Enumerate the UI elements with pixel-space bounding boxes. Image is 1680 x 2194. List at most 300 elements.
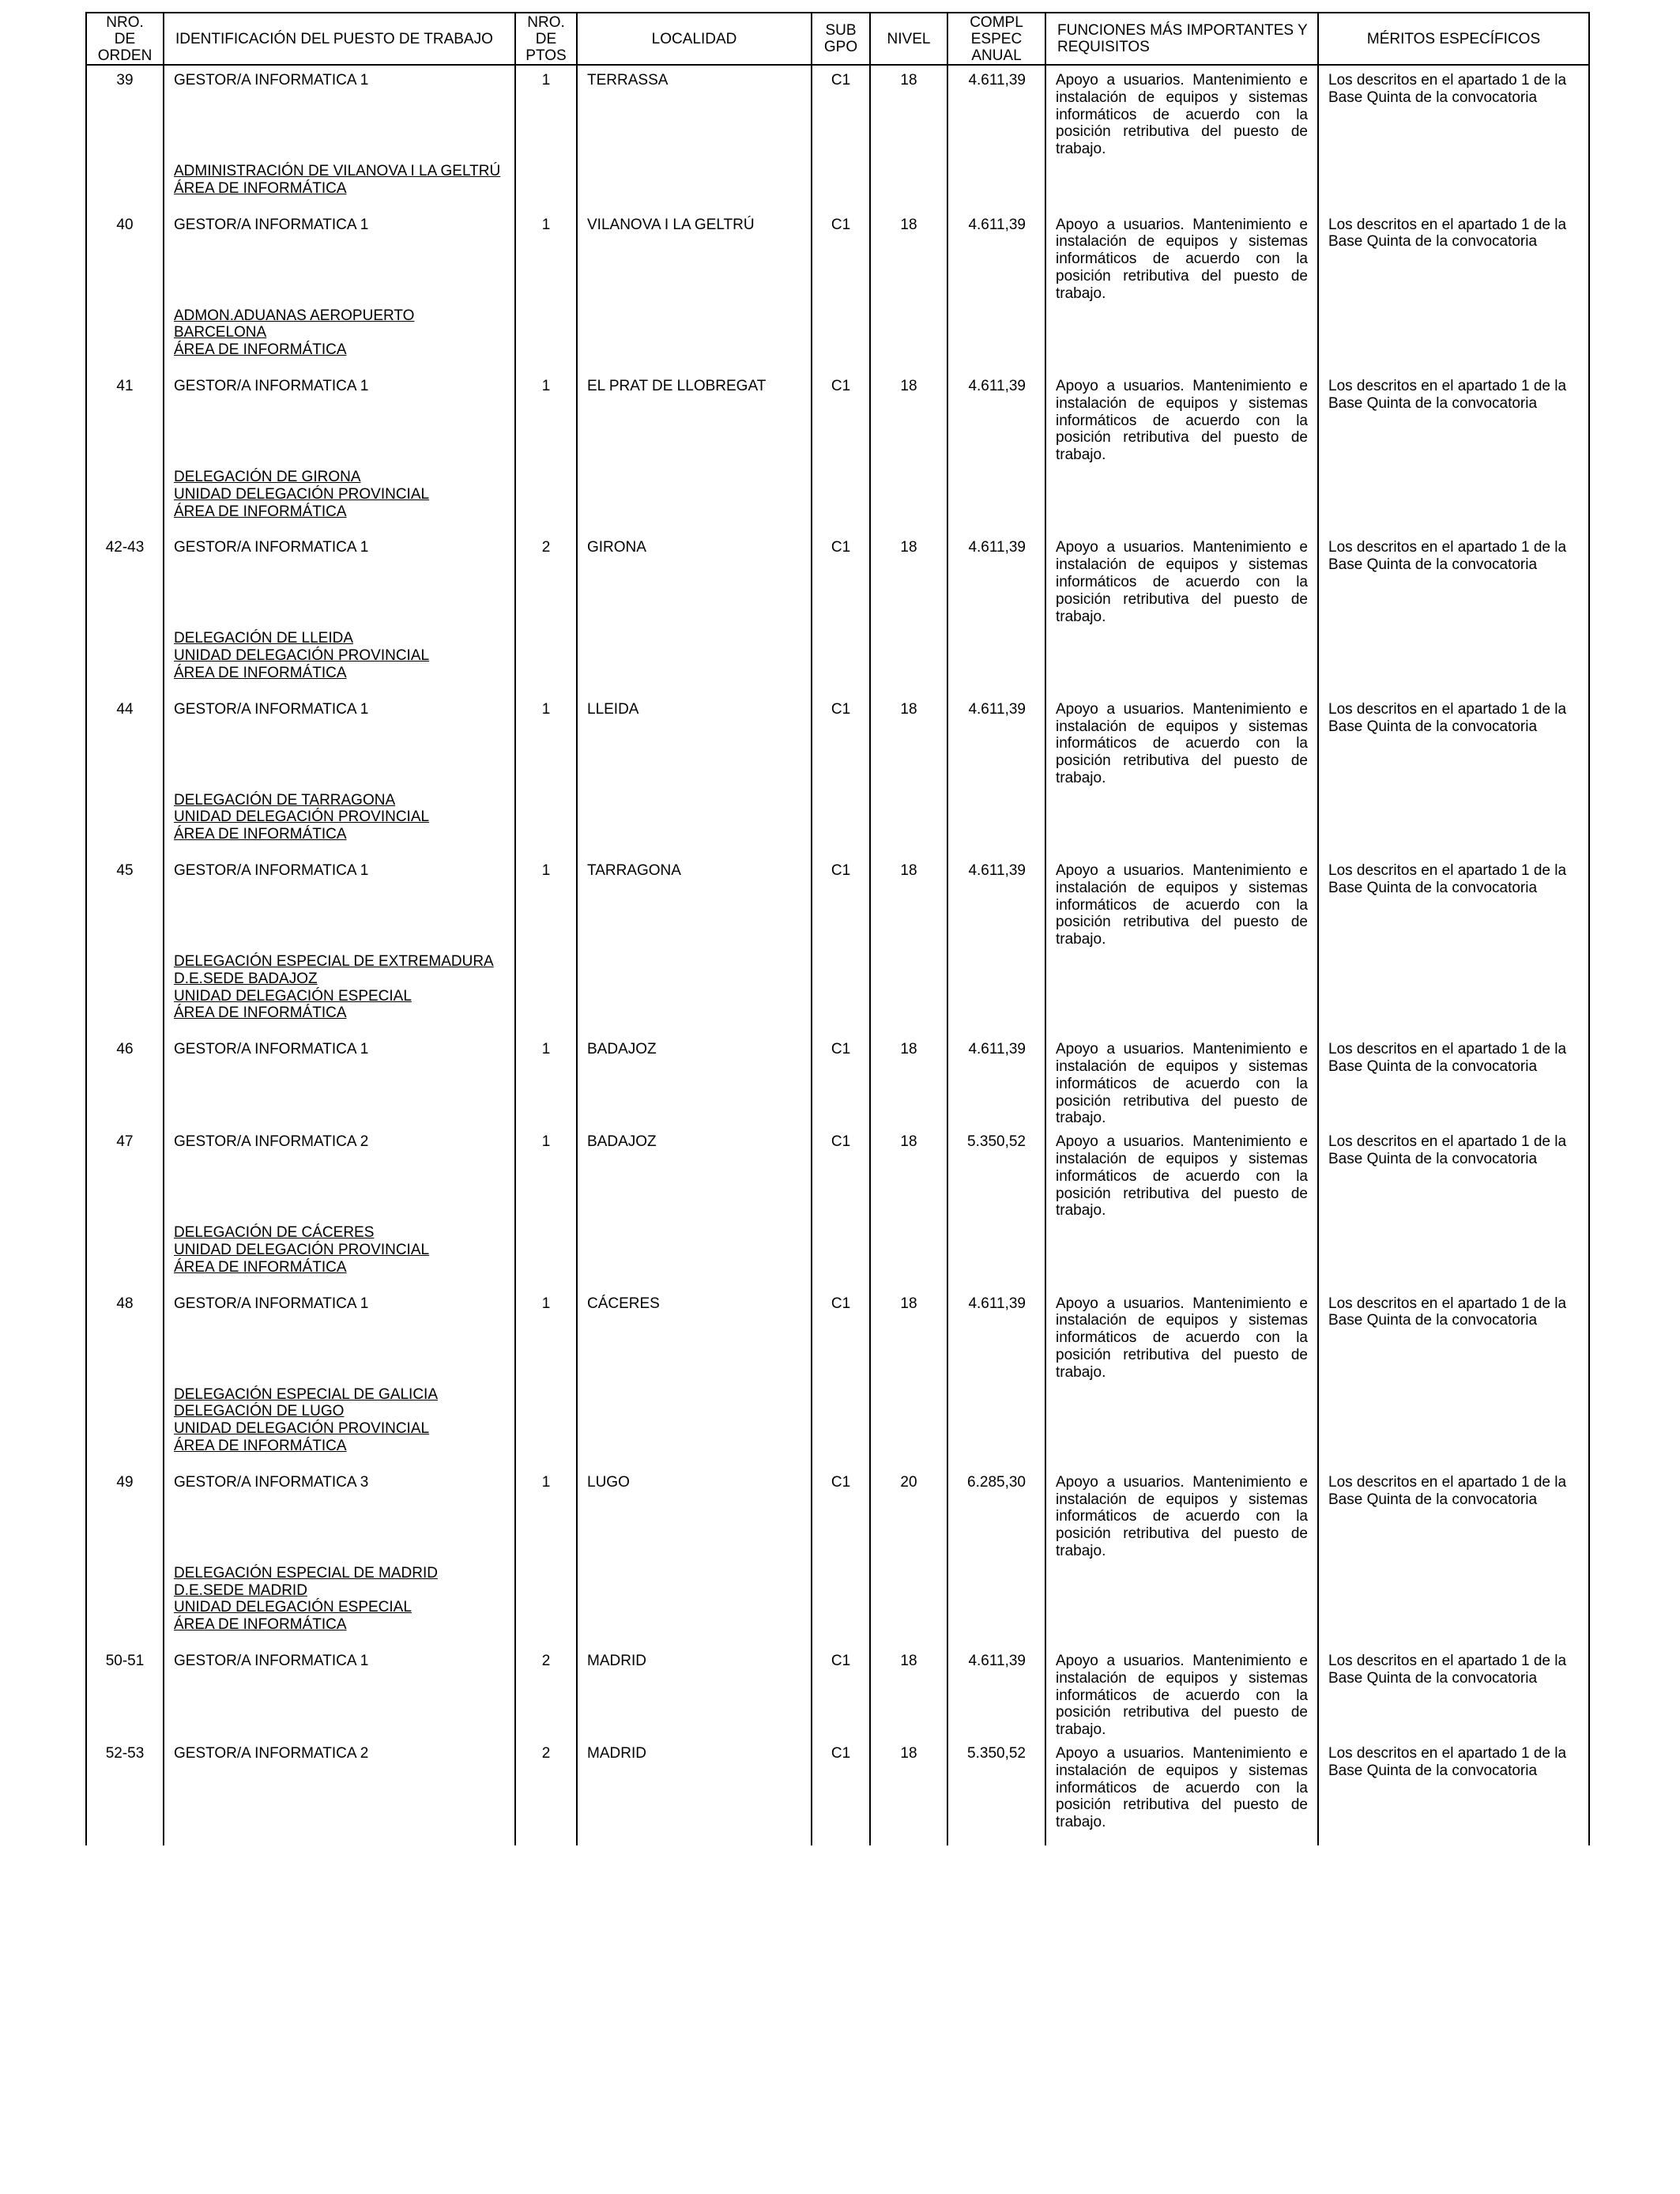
puesto-cell: [164, 695, 515, 787]
compl-cell: [947, 1468, 1045, 1560]
nivel-cell-text: 18: [900, 1133, 917, 1151]
empty-cell: [86, 158, 164, 210]
subgpo-cell: [812, 1035, 870, 1127]
funciones-cell-text: Apoyo a usuarios. Mantenimiento e instalación de equipos y sistemas informáticos de acuerdo con la posición retributiva del puesto de trabajo.: [1056, 1133, 1308, 1220]
ptos-cell-text: 1: [541, 862, 551, 880]
meritos-cell-text: Los descritos en el apartado 1 de la Base Quinta de la convocatoria: [1328, 1744, 1567, 1779]
localidad-cell-text: TERRASSA: [587, 72, 669, 89]
compl-cell: [947, 65, 1045, 158]
nivel-cell-text: 18: [900, 72, 917, 89]
localidad-cell: [577, 1646, 812, 1739]
empty-cell: [947, 948, 1045, 1035]
meritos-cell: [1318, 371, 1589, 464]
empty-cell: [812, 1831, 870, 1845]
section-unit-line: UNIDAD DELEGACIÓN ESPECIAL: [174, 987, 412, 1005]
funciones-cell: [1045, 533, 1318, 625]
subgpo-cell: [812, 1468, 870, 1560]
puesto-cell: [164, 65, 515, 158]
header-orden: NRO. DE ORDEN: [86, 13, 164, 65]
compl-cell-text: 4.611,39: [968, 1652, 1026, 1669]
compl-cell-text: 4.611,39: [968, 862, 1026, 880]
meritos-cell-text: Los descritos en el apartado 1 de la Base Quinta de la convocatoria: [1328, 1041, 1567, 1076]
orden-cell-text: 41: [116, 377, 134, 394]
subgpo-cell-text: C1: [831, 1041, 851, 1058]
empty-cell: [1318, 1382, 1589, 1468]
nivel-cell: [870, 1468, 947, 1560]
localidad-cell: [577, 371, 812, 464]
section-unit-line: ÁREA DE INFORMÁTICA: [174, 1258, 347, 1276]
empty-cell: [812, 464, 870, 533]
empty-cell: [870, 948, 947, 1035]
meritos-cell-text: Los descritos en el apartado 1 de la Base Quinta de la convocatoria: [1328, 539, 1567, 574]
empty-cell: [947, 303, 1045, 371]
orden-cell-text: 48: [116, 1295, 134, 1312]
funciones-cell: [1045, 1739, 1318, 1831]
puesto-cell: [164, 210, 515, 303]
meritos-cell: [1318, 695, 1589, 787]
puesto-cell-text: GESTOR/A INFORMATICA 1: [174, 72, 369, 89]
empty-cell: [947, 1560, 1045, 1646]
meritos-cell-text: Los descritos en el apartado 1 de la Base Quinta de la convocatoria: [1328, 72, 1567, 106]
section-unit-cell: [164, 1220, 515, 1288]
section-unit-line: UNIDAD DELEGACIÓN ESPECIAL: [174, 1599, 412, 1616]
empty-cell: [1045, 948, 1318, 1035]
meritos-cell: [1318, 210, 1589, 303]
orden-cell-text: 50-51: [105, 1652, 145, 1669]
empty-cell: [515, 464, 577, 533]
empty-cell: [515, 1220, 577, 1288]
section-unit-line: DELEGACIÓN ESPECIAL DE MADRID: [174, 1564, 438, 1581]
empty-cell: [577, 303, 812, 371]
puesto-cell: [164, 1739, 515, 1831]
section-header-row: [86, 948, 1589, 1035]
funciones-cell-text: Apoyo a usuarios. Mantenimiento e instalación de equipos y sistemas informáticos de acuerdo con la posición retributiva del puesto de trabajo.: [1056, 700, 1308, 786]
meritos-cell-text: Los descritos en el apartado 1 de la Base Quinta de la convocatoria: [1328, 862, 1567, 896]
section-unit-cell: [164, 464, 515, 533]
section-unit-line: BARCELONA: [174, 324, 267, 341]
puesto-cell-text: GESTOR/A INFORMATICA 3: [174, 1473, 369, 1491]
meritos-cell: [1318, 1739, 1589, 1831]
section-unit-cell: [164, 1382, 515, 1468]
nivel-cell-text: 18: [900, 377, 917, 394]
localidad-cell-text: MADRID: [587, 1744, 646, 1762]
nivel-cell-text: 18: [900, 1041, 917, 1058]
orden-cell-text: 49: [116, 1473, 134, 1491]
empty-cell: [812, 1382, 870, 1468]
section-header-row: [86, 1220, 1589, 1288]
localidad-cell-text: GIRONA: [587, 539, 646, 556]
table-row: [86, 65, 1589, 158]
section-unit-line: ÁREA DE INFORMÁTICA: [174, 1437, 347, 1454]
empty-cell: [86, 948, 164, 1035]
header-compl: COMPL ESPEC ANUAL: [947, 13, 1045, 65]
localidad-cell-text: CÁCERES: [587, 1295, 660, 1312]
empty-cell: [86, 625, 164, 694]
subgpo-cell-text: C1: [831, 1295, 851, 1312]
section-unit-line: DELEGACIÓN DE LLEIDA: [174, 630, 354, 647]
localidad-cell: [577, 1739, 812, 1831]
table-tail-row: [86, 1831, 1589, 1845]
section-header-row: [86, 303, 1589, 371]
compl-cell-text: 4.611,39: [968, 216, 1026, 233]
ptos-cell: [515, 1646, 577, 1739]
empty-cell: [870, 464, 947, 533]
subgpo-cell-text: C1: [831, 1133, 851, 1151]
subgpo-cell-text: C1: [831, 72, 851, 89]
funciones-cell-text: Apoyo a usuarios. Mantenimiento e instalación de equipos y sistemas informáticos de acuerdo con la posición retributiva del puesto de trabajo.: [1056, 1744, 1308, 1831]
compl-cell-text: 4.611,39: [968, 700, 1026, 718]
ptos-cell-text: 1: [541, 1133, 551, 1151]
empty-cell: [1045, 158, 1318, 210]
ptos-cell: [515, 856, 577, 948]
orden-cell: [86, 1289, 164, 1382]
compl-cell: [947, 1289, 1045, 1382]
funciones-cell-text: Apoyo a usuarios. Mantenimiento e instalación de equipos y sistemas informáticos de acuerdo con la posición retributiva del puesto de trabajo.: [1056, 862, 1308, 948]
subgpo-cell: [812, 856, 870, 948]
puesto-cell-text: GESTOR/A INFORMATICA 1: [174, 539, 369, 556]
orden-cell-text: 47: [116, 1133, 134, 1151]
orden-cell: [86, 65, 164, 158]
empty-cell: [1318, 303, 1589, 371]
subgpo-cell: [812, 65, 870, 158]
puesto-cell: [164, 1035, 515, 1127]
empty-cell: [947, 787, 1045, 856]
compl-cell-text: 4.611,39: [968, 377, 1026, 394]
puesto-cell-text: GESTOR/A INFORMATICA 1: [174, 1041, 369, 1058]
empty-cell: [812, 625, 870, 694]
table-row: [86, 695, 1589, 787]
empty-cell: [515, 787, 577, 856]
empty-cell: [515, 948, 577, 1035]
subgpo-cell-text: C1: [831, 862, 851, 880]
nivel-cell-text: 18: [900, 1652, 917, 1669]
nivel-cell: [870, 1035, 947, 1127]
empty-cell: [812, 158, 870, 210]
puesto-cell-text: GESTOR/A INFORMATICA 1: [174, 216, 369, 233]
meritos-cell: [1318, 1289, 1589, 1382]
empty-cell: [812, 948, 870, 1035]
compl-cell-text: 4.611,39: [968, 72, 1026, 89]
header-ptos: NRO. DE PTOS: [515, 13, 577, 65]
puesto-cell: [164, 371, 515, 464]
section-unit-line: D.E.SEDE MADRID: [174, 1581, 307, 1599]
empty-cell: [577, 1220, 812, 1288]
ptos-cell-text: 1: [541, 700, 551, 718]
empty-cell: [577, 948, 812, 1035]
section-unit-line: DELEGACIÓN DE GIRONA: [174, 468, 361, 485]
empty-cell: [870, 1560, 947, 1646]
funciones-cell: [1045, 1289, 1318, 1382]
empty-cell: [1318, 1220, 1589, 1288]
nivel-cell-text: 18: [900, 700, 917, 718]
empty-cell: [577, 158, 812, 210]
funciones-cell-text: Apoyo a usuarios. Mantenimiento e instalación de equipos y sistemas informáticos de acuerdo con la posición retributiva del puesto de trabajo.: [1056, 216, 1308, 302]
localidad-cell-text: LLEIDA: [587, 700, 639, 718]
ptos-cell: [515, 533, 577, 625]
nivel-cell: [870, 1739, 947, 1831]
funciones-cell-text: Apoyo a usuarios. Mantenimiento e instalación de equipos y sistemas informáticos de acuerdo con la posición retributiva del puesto de trabajo.: [1056, 1652, 1308, 1739]
empty-cell: [86, 464, 164, 533]
funciones-cell: [1045, 695, 1318, 787]
meritos-cell-text: Los descritos en el apartado 1 de la Base Quinta de la convocatoria: [1328, 377, 1567, 412]
empty-cell: [86, 1220, 164, 1288]
section-unit-line: D.E.SEDE BADAJOZ: [174, 970, 318, 987]
nivel-cell-text: 18: [900, 539, 917, 556]
localidad-cell: [577, 210, 812, 303]
empty-cell: [812, 1560, 870, 1646]
orden-cell: [86, 1468, 164, 1560]
puesto-cell-text: GESTOR/A INFORMATICA 1: [174, 1652, 369, 1669]
ptos-cell-text: 1: [541, 216, 551, 233]
empty-cell: [577, 787, 812, 856]
orden-cell: [86, 695, 164, 787]
section-unit-line: ÁREA DE INFORMÁTICA: [174, 341, 347, 359]
empty-cell: [870, 158, 947, 210]
empty-cell: [812, 1220, 870, 1288]
orden-cell-text: 42-43: [105, 539, 145, 556]
orden-cell: [86, 1739, 164, 1831]
orden-cell: [86, 856, 164, 948]
empty-cell: [1045, 1220, 1318, 1288]
compl-cell-text: 5.350,52: [967, 1133, 1026, 1151]
puesto-cell: [164, 1289, 515, 1382]
empty-cell: [870, 1382, 947, 1468]
empty-cell: [1045, 787, 1318, 856]
nivel-cell: [870, 1127, 947, 1220]
ptos-cell-text: 1: [541, 72, 551, 89]
compl-cell: [947, 533, 1045, 625]
section-unit-line: UNIDAD DELEGACIÓN PROVINCIAL: [174, 809, 430, 826]
empty-cell: [86, 1382, 164, 1468]
ptos-cell-text: 2: [541, 1652, 551, 1669]
subgpo-cell: [812, 1289, 870, 1382]
section-unit-line: UNIDAD DELEGACIÓN PROVINCIAL: [174, 647, 430, 665]
table-row: [86, 371, 1589, 464]
empty-cell: [1045, 1831, 1318, 1845]
ptos-cell-text: 2: [541, 539, 551, 556]
orden-cell: [86, 1127, 164, 1220]
table-row: [86, 1739, 1589, 1831]
compl-cell: [947, 1646, 1045, 1739]
header-localidad: LOCALIDAD: [577, 13, 812, 65]
localidad-cell: [577, 65, 812, 158]
localidad-cell: [577, 1127, 812, 1220]
funciones-cell: [1045, 856, 1318, 948]
localidad-cell: [577, 695, 812, 787]
nivel-cell: [870, 65, 947, 158]
empty-cell: [515, 158, 577, 210]
header-nivel: NIVEL: [870, 13, 947, 65]
section-unit-cell: [164, 158, 515, 210]
subgpo-cell: [812, 695, 870, 787]
section-header-row: [86, 1560, 1589, 1646]
empty-cell: [1318, 787, 1589, 856]
positions-table: [85, 12, 1590, 1845]
empty-cell: [1318, 464, 1589, 533]
orden-cell: [86, 371, 164, 464]
nivel-cell: [870, 695, 947, 787]
funciones-cell: [1045, 1127, 1318, 1220]
meritos-cell: [1318, 65, 1589, 158]
empty-cell: [1045, 1560, 1318, 1646]
localidad-cell: [577, 533, 812, 625]
empty-cell: [515, 1831, 577, 1845]
meritos-cell-text: Los descritos en el apartado 1 de la Base Quinta de la convocatoria: [1328, 216, 1567, 251]
funciones-cell-text: Apoyo a usuarios. Mantenimiento e instalación de equipos y sistemas informáticos de acuerdo con la posición retributiva del puesto de trabajo.: [1056, 377, 1308, 464]
localidad-cell: [577, 1035, 812, 1127]
empty-cell: [577, 464, 812, 533]
meritos-cell: [1318, 856, 1589, 948]
empty-cell: [577, 1382, 812, 1468]
subgpo-cell-text: C1: [831, 1473, 851, 1491]
meritos-cell: [1318, 1468, 1589, 1560]
nivel-cell-text: 20: [900, 1473, 917, 1491]
compl-cell-text: 4.611,39: [968, 539, 1026, 556]
meritos-cell-text: Los descritos en el apartado 1 de la Base Quinta de la convocatoria: [1328, 1652, 1567, 1687]
funciones-cell: [1045, 1646, 1318, 1739]
ptos-cell: [515, 1468, 577, 1560]
meritos-cell: [1318, 1127, 1589, 1220]
compl-cell-text: 4.611,39: [968, 1295, 1026, 1312]
ptos-cell: [515, 210, 577, 303]
localidad-cell-text: LUGO: [587, 1473, 630, 1491]
nivel-cell: [870, 1646, 947, 1739]
section-unit-line: ÁREA DE INFORMÁTICA: [174, 664, 347, 681]
nivel-cell-text: 18: [900, 862, 917, 880]
compl-cell-text: 4.611,39: [968, 1041, 1026, 1058]
localidad-cell-text: EL PRAT DE LLOBREGAT: [587, 377, 767, 394]
empty-cell: [86, 1560, 164, 1646]
puesto-cell: [164, 1646, 515, 1739]
empty-cell: [812, 303, 870, 371]
subgpo-cell: [812, 210, 870, 303]
table-row: [86, 1035, 1589, 1127]
empty-cell: [1045, 625, 1318, 694]
empty-cell: [86, 1831, 164, 1845]
section-unit-line: ÁREA DE INFORMÁTICA: [174, 179, 347, 197]
empty-cell: [947, 158, 1045, 210]
nivel-cell: [870, 210, 947, 303]
section-unit-line: ÁREA DE INFORMÁTICA: [174, 503, 347, 520]
ptos-cell: [515, 371, 577, 464]
table-row: [86, 1127, 1589, 1220]
section-unit-line: ÁREA DE INFORMÁTICA: [174, 1616, 347, 1634]
table-body: [86, 65, 1589, 1845]
ptos-cell-text: 1: [541, 377, 551, 394]
empty-cell: [86, 303, 164, 371]
puesto-cell: [164, 533, 515, 625]
subgpo-cell-text: C1: [831, 377, 851, 394]
header-subgpo: SUB GPO: [812, 13, 870, 65]
puesto-cell: [164, 856, 515, 948]
section-header-row: [86, 158, 1589, 210]
header-funciones: FUNCIONES MÁS IMPORTANTES Y REQUISITOS: [1045, 13, 1318, 65]
compl-cell: [947, 1035, 1045, 1127]
table-row: [86, 1468, 1589, 1560]
meritos-cell-text: Los descritos en el apartado 1 de la Base Quinta de la convocatoria: [1328, 1473, 1567, 1508]
empty-cell: [947, 1831, 1045, 1845]
subgpo-cell-text: C1: [831, 700, 851, 718]
ptos-cell-text: 1: [541, 1295, 551, 1312]
subgpo-cell-text: C1: [831, 1652, 851, 1669]
nivel-cell: [870, 533, 947, 625]
funciones-cell: [1045, 1035, 1318, 1127]
compl-cell: [947, 1739, 1045, 1831]
empty-cell: [515, 303, 577, 371]
meritos-cell: [1318, 1646, 1589, 1739]
ptos-cell: [515, 1289, 577, 1382]
table-row: [86, 856, 1589, 948]
empty-cell: [1045, 1382, 1318, 1468]
orden-cell: [86, 533, 164, 625]
section-unit-cell: [164, 948, 515, 1035]
empty-cell: [870, 787, 947, 856]
empty-cell: [947, 625, 1045, 694]
subgpo-cell: [812, 533, 870, 625]
empty-cell: [947, 1220, 1045, 1288]
subgpo-cell-text: C1: [831, 539, 851, 556]
subgpo-cell: [812, 371, 870, 464]
subgpo-cell-text: C1: [831, 216, 851, 233]
funciones-cell-text: Apoyo a usuarios. Mantenimiento e instalación de equipos y sistemas informáticos de acuerdo con la posición retributiva del puesto de trabajo.: [1056, 72, 1308, 158]
puesto-cell-text: GESTOR/A INFORMATICA 1: [174, 700, 369, 718]
empty-cell: [86, 787, 164, 856]
ptos-cell-text: 1: [541, 1473, 551, 1491]
section-unit-line: DELEGACIÓN DE LUGO: [174, 1403, 345, 1420]
empty-cell: [1045, 303, 1318, 371]
table-row: [86, 210, 1589, 303]
nivel-cell-text: 18: [900, 1295, 917, 1312]
empty-cell: [164, 1831, 515, 1845]
puesto-cell-text: GESTOR/A INFORMATICA 1: [174, 862, 369, 880]
section-unit-cell: [164, 1560, 515, 1646]
empty-cell: [870, 1831, 947, 1845]
subgpo-cell: [812, 1646, 870, 1739]
localidad-cell-text: BADAJOZ: [587, 1041, 657, 1058]
empty-cell: [1318, 625, 1589, 694]
compl-cell: [947, 695, 1045, 787]
empty-cell: [577, 1560, 812, 1646]
nivel-cell-text: 18: [900, 216, 917, 233]
ptos-cell: [515, 695, 577, 787]
orden-cell: [86, 1646, 164, 1739]
orden-cell-text: 46: [116, 1041, 134, 1058]
empty-cell: [870, 625, 947, 694]
orden-cell-text: 45: [116, 862, 134, 880]
section-unit-line: DELEGACIÓN ESPECIAL DE EXTREMADURA: [174, 953, 494, 971]
ptos-cell: [515, 1739, 577, 1831]
section-unit-line: UNIDAD DELEGACIÓN PROVINCIAL: [174, 1420, 430, 1438]
localidad-cell: [577, 856, 812, 948]
localidad-cell-text: BADAJOZ: [587, 1133, 657, 1151]
empty-cell: [870, 303, 947, 371]
meritos-cell-text: Los descritos en el apartado 1 de la Base Quinta de la convocatoria: [1328, 700, 1567, 735]
empty-cell: [870, 1220, 947, 1288]
localidad-cell-text: VILANOVA I LA GELTRÚ: [587, 216, 755, 233]
empty-cell: [1318, 1831, 1589, 1845]
empty-cell: [515, 625, 577, 694]
ptos-cell-text: 1: [541, 1041, 551, 1058]
nivel-cell: [870, 856, 947, 948]
meritos-cell: [1318, 1035, 1589, 1127]
subgpo-cell: [812, 1127, 870, 1220]
nivel-cell-text: 18: [900, 1744, 917, 1762]
section-unit-cell: [164, 303, 515, 371]
orden-cell-text: 39: [116, 72, 134, 89]
empty-cell: [947, 464, 1045, 533]
compl-cell-text: 5.350,52: [967, 1744, 1026, 1762]
funciones-cell-text: Apoyo a usuarios. Mantenimiento e instalación de equipos y sistemas informáticos de acuerdo con la posición retributiva del puesto de trabajo.: [1056, 1473, 1308, 1559]
